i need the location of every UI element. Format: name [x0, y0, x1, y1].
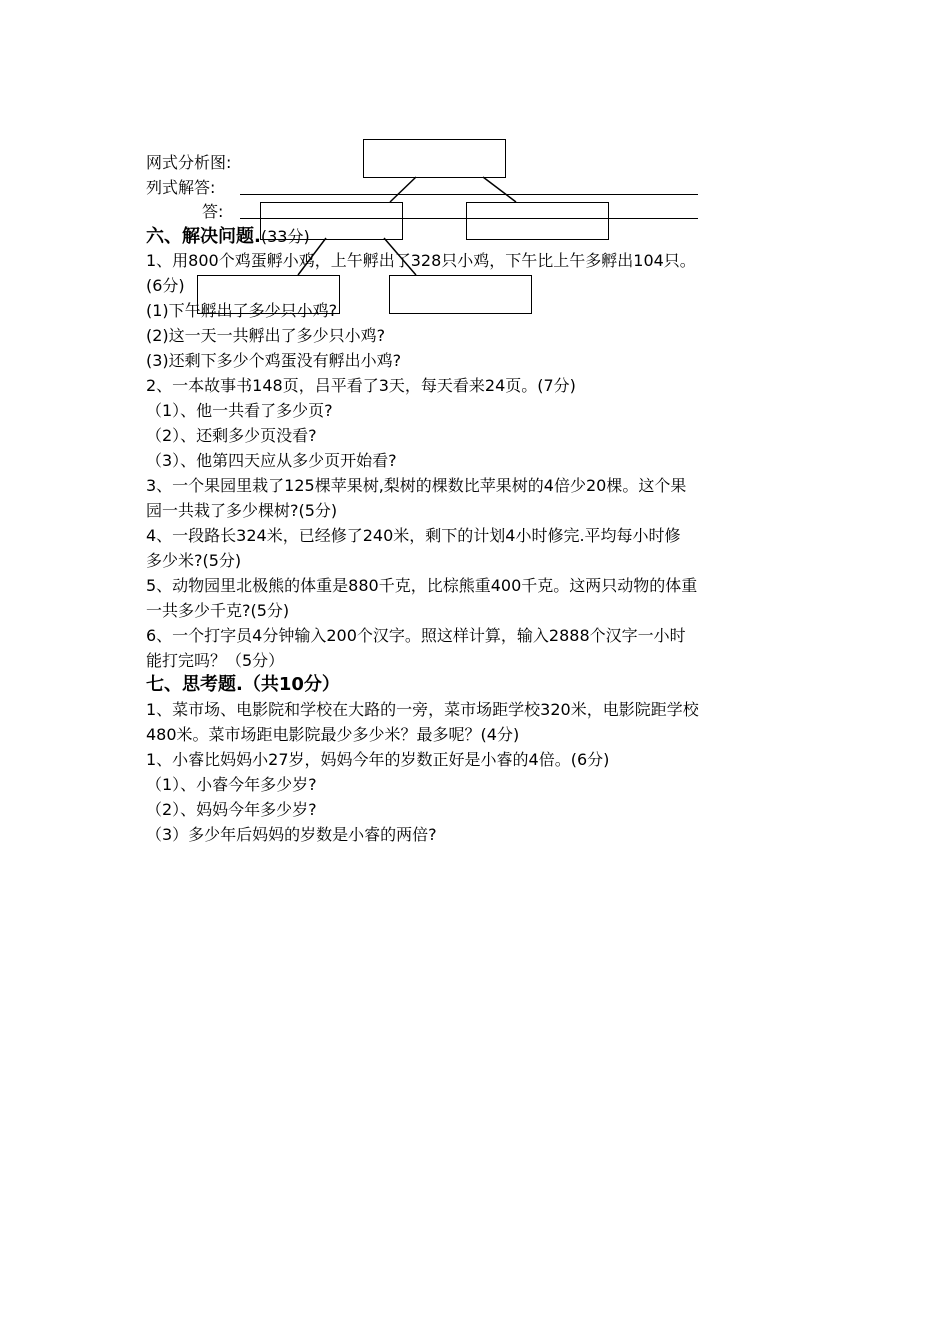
q2-sub2: （2）、还剩多少页没看? — [146, 426, 317, 445]
q2-sub1: （1）、他一共看了多少页? — [146, 401, 333, 420]
diagram-box-lower-right — [389, 275, 532, 314]
t1-line1: 1、菜市场、电影院和学校在大路的一旁，菜市场距学校320米，电影院距学校 — [146, 700, 699, 719]
q1-line1: 1、用800个鸡蛋孵小鸡，上午孵出了328只小鸡，下午比上午多孵出104只。 — [146, 251, 696, 270]
t2-sub2: （2）、妈妈今年多少岁? — [146, 800, 317, 819]
q5-line2: 一共多少千克?(5分) — [146, 601, 290, 620]
diagram-connector-left — [390, 177, 416, 202]
diagram-box-middle-right — [466, 202, 609, 240]
network-analysis-label: 网式分析图: — [146, 153, 232, 172]
section6-score: (33分) — [260, 227, 310, 246]
q1-sub2: (2)这一天一共孵出了多少只小鸡? — [146, 326, 386, 345]
answer-label: 答: — [202, 202, 224, 221]
q4-line2: 多少米?(5分) — [146, 551, 242, 570]
t2-sub1: （1）、小睿今年多少岁? — [146, 775, 317, 794]
formula-answer-label: 列式解答: — [146, 178, 216, 197]
q5-line1: 5、动物园里北极熊的体重是880千克，比棕熊重400千克。这两只动物的体重 — [146, 576, 698, 595]
section7-title: 七、思考题.（共10分） — [146, 674, 340, 695]
q3-line1: 3、一个果园里栽了125棵苹果树,梨树的棵数比苹果树的4倍少20棵。这个果 — [146, 476, 687, 495]
q1-line2: (6分) — [146, 276, 185, 295]
q2-sub3: （3）、他第四天应从多少页开始看? — [146, 451, 397, 470]
q1-sub1: (1)下午孵出了多少只小鸡? — [146, 301, 338, 320]
q2-line1: 2、一本故事书148页，吕平看了3天，每天看来24页。(7分) — [146, 376, 576, 395]
t2-line1: 1、小睿比妈妈小27岁，妈妈今年的岁数正好是小睿的4倍。(6分) — [146, 750, 610, 769]
diagram-box-top — [363, 139, 506, 178]
q3-line2: 园一共栽了多少棵树?(5分) — [146, 501, 338, 520]
q6-line1: 6、一个打字员4分钟输入200个汉字。照这样计算，输入2888个汉字一小时 — [146, 626, 686, 645]
answer-blank[interactable] — [240, 218, 698, 219]
t1-line2: 480米。菜市场距电影院最少多少米？最多呢？(4分) — [146, 725, 520, 744]
section6-title — [146, 227, 310, 247]
diagram-connector-right — [483, 177, 516, 202]
q6-line2: 能打完吗？（5分） — [146, 651, 285, 670]
formula-answer-blank[interactable] — [240, 194, 698, 195]
section6-heading: 六、解决问题. — [146, 226, 261, 247]
q1-sub3: (3)还剩下多少个鸡蛋没有孵出小鸡? — [146, 351, 402, 370]
q4-line1: 4、一段路长324米，已经修了240米，剩下的计划4小时修完.平均每小时修 — [146, 526, 681, 545]
t2-sub3: （3）多少年后妈妈的岁数是小睿的两倍? — [146, 825, 437, 844]
